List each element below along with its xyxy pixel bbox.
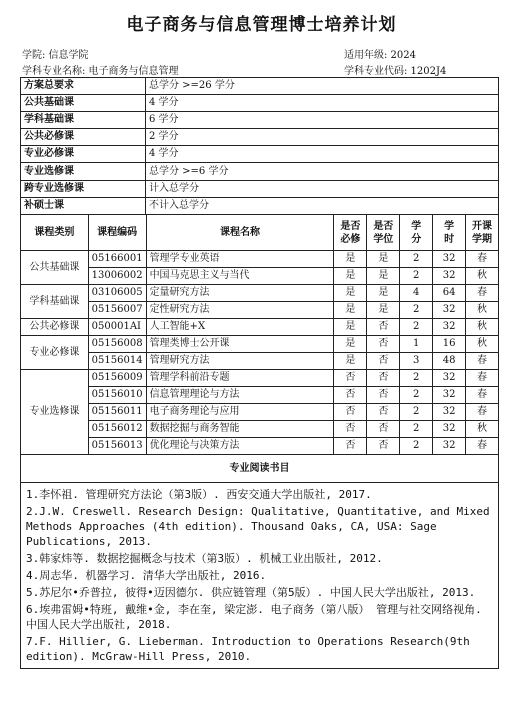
header-credit-line1: 学 [411, 220, 422, 232]
course-credit: 2 [400, 404, 433, 421]
course-name: 管理类博士公开课 [146, 336, 334, 353]
course-code: 03106005 [88, 285, 146, 302]
course-hours: 32 [433, 370, 466, 387]
course-name: 电子商务理论与应用 [146, 404, 334, 421]
header-required-line1: 是否 [340, 220, 361, 232]
header-credit-line2: 分 [411, 233, 422, 245]
course-hours: 32 [433, 438, 466, 455]
header-degree-line1: 是否 [373, 220, 394, 232]
course-name: 管理学科前沿专题 [146, 370, 334, 387]
reference-item: 2.J.W. Creswell. Research Design: Qualitative, Quantitative, and Mixed Methods Approaches (4th edition). Thousand Oaks, CA, USA: Sage Publications, 2013. [26, 505, 490, 548]
course-hours: 48 [433, 353, 466, 370]
requirement-value: 4 学分 [146, 95, 499, 112]
course-degree: 否 [367, 336, 400, 353]
table-row [21, 438, 499, 455]
course-term: 春 [466, 404, 499, 421]
requirement-row [21, 112, 499, 129]
course-term: 秋 [466, 336, 499, 353]
course-required: 是 [334, 285, 367, 302]
table-row [21, 319, 499, 336]
course-code: 05156008 [88, 336, 146, 353]
course-degree: 否 [367, 319, 400, 336]
category-cell: 公共必修课 [21, 319, 89, 336]
course-code: 05156014 [88, 353, 146, 370]
course-credit: 2 [400, 370, 433, 387]
course-hours: 32 [433, 319, 466, 336]
reading-header-row [21, 455, 499, 483]
requirement-label: 学科基础课 [21, 112, 146, 129]
table-row [21, 404, 499, 421]
table-row [21, 387, 499, 404]
header-hours-line2: 时 [444, 233, 455, 245]
requirement-value: 6 学分 [146, 112, 499, 129]
course-code: 05156012 [88, 421, 146, 438]
requirement-value: 计入总学分 [146, 180, 499, 197]
course-term: 春 [466, 438, 499, 455]
course-code: 13006002 [88, 268, 146, 285]
category-cell: 学科基础课 [21, 285, 89, 319]
course-degree: 是 [367, 285, 400, 302]
course-name: 定量研究方法 [146, 285, 334, 302]
category-cell: 专业选修课 [21, 370, 89, 455]
reading-list-title: 专业阅读书目 [21, 455, 499, 483]
grade-label: 适用年级: 2024 [344, 50, 416, 61]
requirement-row [21, 95, 499, 112]
requirement-label: 跨专业选修课 [21, 180, 146, 197]
requirement-value: 总学分 >=26 学分 [146, 78, 499, 95]
requirement-label: 专业选修课 [21, 163, 146, 180]
requirement-label: 专业必修课 [21, 146, 146, 163]
school-label: 学院: 信息学院 [22, 50, 89, 61]
course-required: 是 [334, 251, 367, 268]
course-term: 春 [466, 285, 499, 302]
reference-item: 5.苏尼尔•乔普拉, 彼得•迈因德尔. 供应链管理（第5版）. 中国人民大学出版社, 2013. [26, 586, 476, 599]
course-table [20, 214, 499, 669]
course-name: 数据挖掘与商务智能 [146, 421, 334, 438]
course-required: 是 [334, 268, 367, 285]
course-degree: 否 [367, 438, 400, 455]
table-row [21, 302, 499, 319]
header-degree-line2: 学位 [373, 233, 394, 245]
requirement-value: 4 学分 [146, 146, 499, 163]
course-required: 否 [334, 387, 367, 404]
requirement-row [21, 146, 499, 163]
header-term [466, 215, 499, 251]
course-hours: 32 [433, 404, 466, 421]
requirement-row [21, 129, 499, 146]
course-credit: 4 [400, 285, 433, 302]
requirement-row [21, 180, 499, 197]
category-cell: 公共基础课 [21, 251, 89, 285]
course-name: 中国马克思主义与当代 [146, 268, 334, 285]
course-name: 优化理论与决策方法 [146, 438, 334, 455]
course-hours: 32 [433, 251, 466, 268]
course-required: 否 [334, 421, 367, 438]
course-term: 秋 [466, 302, 499, 319]
course-code: 05156011 [88, 404, 146, 421]
course-code: 050001AI [88, 319, 146, 336]
course-code: 05166001 [88, 251, 146, 268]
reference-item: 3.韩家炜等. 数据挖掘概念与技术（第3版）. 机械工业出版社, 2012. [26, 552, 383, 565]
course-required: 是 [334, 336, 367, 353]
course-degree: 是 [367, 268, 400, 285]
credit-requirements-table [20, 77, 499, 215]
header-degree [367, 215, 400, 251]
reference-item: 7.F. Hillier, G. Lieberman. Introduction to Operations Research(9th edition). McGraw-Hill Press, 2010. [26, 635, 470, 663]
course-code: 05156007 [88, 302, 146, 319]
course-name: 定性研究方法 [146, 302, 334, 319]
course-degree: 是 [367, 302, 400, 319]
course-credit: 2 [400, 387, 433, 404]
reference-item: 6.埃弗雷姆•特班, 戴维•金, 李在奎, 梁定澎. 电子商务（第八版） 管理与社交网络视角. 中国人民大学出版社, 2018. [26, 603, 482, 631]
course-term: 春 [466, 370, 499, 387]
course-hours: 64 [433, 285, 466, 302]
course-degree: 否 [367, 421, 400, 438]
course-table-header [21, 215, 499, 251]
header-required [334, 215, 367, 251]
header-code: 课程编码 [88, 215, 146, 251]
course-term: 春 [466, 251, 499, 268]
header-term-line2: 学期 [472, 233, 493, 245]
major-name-label: 学科专业名称: 电子商务与信息管理 [22, 66, 179, 77]
course-required: 否 [334, 438, 367, 455]
header-required-line2: 必修 [340, 233, 361, 245]
course-hours: 32 [433, 421, 466, 438]
header-term-line1: 开课 [472, 220, 493, 232]
course-term: 秋 [466, 421, 499, 438]
course-credit: 2 [400, 319, 433, 336]
table-row [21, 251, 499, 268]
course-code: 05156010 [88, 387, 146, 404]
course-hours: 32 [433, 302, 466, 319]
requirement-row [21, 78, 499, 95]
page-title: 电子商务与信息管理博士培养计划 [126, 15, 397, 35]
requirement-label: 公共基础课 [21, 95, 146, 112]
course-hours: 16 [433, 336, 466, 353]
course-name: 管理研究方法 [146, 353, 334, 370]
header-hours-line1: 学 [444, 220, 455, 232]
course-hours: 32 [433, 387, 466, 404]
reading-list-row [21, 483, 499, 669]
course-degree: 否 [367, 370, 400, 387]
major-code-label: 学科专业代码: 1202J4 [344, 66, 447, 77]
course-credit: 2 [400, 421, 433, 438]
table-row [21, 370, 499, 387]
requirement-row [21, 163, 499, 180]
course-required: 是 [334, 302, 367, 319]
table-row [21, 353, 499, 370]
header-hours [433, 215, 466, 251]
course-term: 秋 [466, 319, 499, 336]
course-term: 秋 [466, 268, 499, 285]
course-credit: 2 [400, 268, 433, 285]
course-credit: 3 [400, 353, 433, 370]
course-hours: 32 [433, 268, 466, 285]
category-cell: 专业必修课 [21, 336, 89, 370]
table-row [21, 285, 499, 302]
header-credit [400, 215, 433, 251]
course-degree: 否 [367, 387, 400, 404]
header-name: 课程名称 [146, 215, 334, 251]
course-term: 春 [466, 353, 499, 370]
course-required: 否 [334, 370, 367, 387]
requirement-value: 不计入总学分 [146, 197, 499, 214]
course-name: 管理学专业英语 [146, 251, 334, 268]
reference-item: 4.周志华. 机器学习. 清华大学出版社, 2016. [26, 569, 267, 582]
header-category: 课程类别 [21, 215, 89, 251]
requirement-value: 总学分 >=6 学分 [146, 163, 499, 180]
course-required: 是 [334, 353, 367, 370]
course-term: 春 [466, 387, 499, 404]
requirement-value: 2 学分 [146, 129, 499, 146]
reading-list [21, 483, 499, 669]
course-code: 05156009 [88, 370, 146, 387]
course-degree: 否 [367, 353, 400, 370]
requirement-label: 公共必修课 [21, 129, 146, 146]
course-credit: 2 [400, 302, 433, 319]
table-row [21, 421, 499, 438]
course-credit: 2 [400, 251, 433, 268]
course-credit: 1 [400, 336, 433, 353]
course-code: 05156013 [88, 438, 146, 455]
course-degree: 是 [367, 251, 400, 268]
course-required: 否 [334, 404, 367, 421]
requirement-label: 方案总要求 [21, 78, 146, 95]
table-row [21, 268, 499, 285]
course-required: 是 [334, 319, 367, 336]
reference-item: 1.李怀祖. 管理研究方法论（第3版）. 西安交通大学出版社, 2017. [26, 488, 372, 501]
table-row [21, 336, 499, 353]
requirement-label: 补硕士课 [21, 197, 146, 214]
requirement-row [21, 197, 499, 214]
course-name: 人工智能+X [146, 319, 334, 336]
course-credit: 2 [400, 438, 433, 455]
course-name: 信息管理理论与方法 [146, 387, 334, 404]
course-degree: 否 [367, 404, 400, 421]
